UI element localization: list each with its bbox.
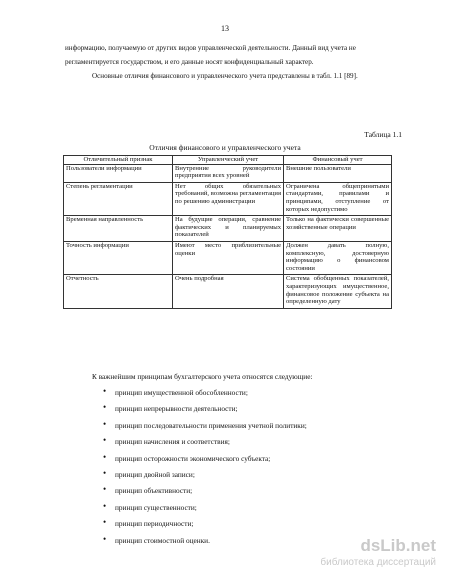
table-row [64, 275, 392, 308]
column-header: Финансовый учет [284, 156, 392, 165]
table-cell: На будущие операции, сравнение фактических и планируемых показателей [173, 216, 284, 242]
comparison-table [63, 155, 392, 309]
list-item: • принцип двойной записи; [103, 470, 307, 486]
table-cell: Временная направленность [64, 216, 173, 242]
list-item: • принцип начисления и соответствия; [103, 437, 307, 453]
column-header: Отличительный признак [64, 156, 173, 165]
table-cell: Отчетность [64, 275, 173, 308]
table-number: Таблица 1.1 [364, 130, 402, 139]
table-row [64, 164, 392, 182]
table-cell: Ограничена общепринятыми стандартами, правилами и принципами, отступление от которых недопустимо [284, 182, 392, 215]
table-cell: Должен давать полную, комплексную, достоверную информацию о финансовом состоянии [284, 241, 392, 274]
list-item: • принцип непрерывности деятельности; [103, 404, 307, 420]
list-item: • принцип существенности; [103, 503, 307, 519]
table-row [64, 182, 392, 215]
table-cell: Внешние пользователи [284, 164, 392, 182]
list-item: • принцип последовательности применения учетной политики; [103, 421, 307, 437]
table-row [64, 216, 392, 242]
table-cell: Имеют место приблизительные оценки [173, 241, 284, 274]
list-item: • принцип периодичности; [103, 519, 307, 535]
list-item: • принцип стоимостной оценки. [103, 536, 307, 552]
paragraph-line: информацию, получаемую от других видов управленческой деятельности. Данный вид учета не [65, 44, 356, 52]
table-header-row [64, 156, 392, 165]
list-item: • принцип имущественной обособленности; [103, 388, 307, 404]
watermark-logo: dsLib.net [360, 536, 436, 555]
paragraph-line: регламентируется государством, и его данные носят конфиденциальный характер. [65, 58, 314, 66]
table-cell: Нет общих обязательных требований, возможна регламентация по решению администрации [173, 182, 284, 215]
page-number: 13 [221, 24, 229, 33]
paragraph-line: Основные отличия финансового и управленческого учета представлены в табл. 1.1 [89]. [92, 72, 358, 80]
table-cell: Точность информации [64, 241, 173, 274]
table-title: Отличия финансового и управленческого учета [149, 143, 301, 152]
table-cell: Степень регламентации [64, 182, 173, 215]
column-header: Управленческий учет [173, 156, 284, 165]
table-row [64, 241, 392, 274]
list-item: • принцип объективности; [103, 486, 307, 502]
watermark [290, 536, 440, 572]
table-cell: Только на фактически совершенные хозяйственные операции [284, 216, 392, 242]
table-cell: Система обобщенных показателей, характеризующих имущественное, финансовое положение субъекта на определенную дату [284, 275, 392, 308]
table-cell: Пользователи информации [64, 164, 173, 182]
table-cell: Очень подробная [173, 275, 284, 308]
principles-list [103, 388, 307, 552]
watermark-caption: библиотека диссертаций [320, 557, 436, 568]
list-item: • принцип осторожности экономического субъекта; [103, 454, 307, 470]
table-cell: Внутренние руководители предприятия всех уровней [173, 164, 284, 182]
principles-intro: К важнейшим принципам бухгалтерского учета относятся следующие: [92, 372, 313, 381]
